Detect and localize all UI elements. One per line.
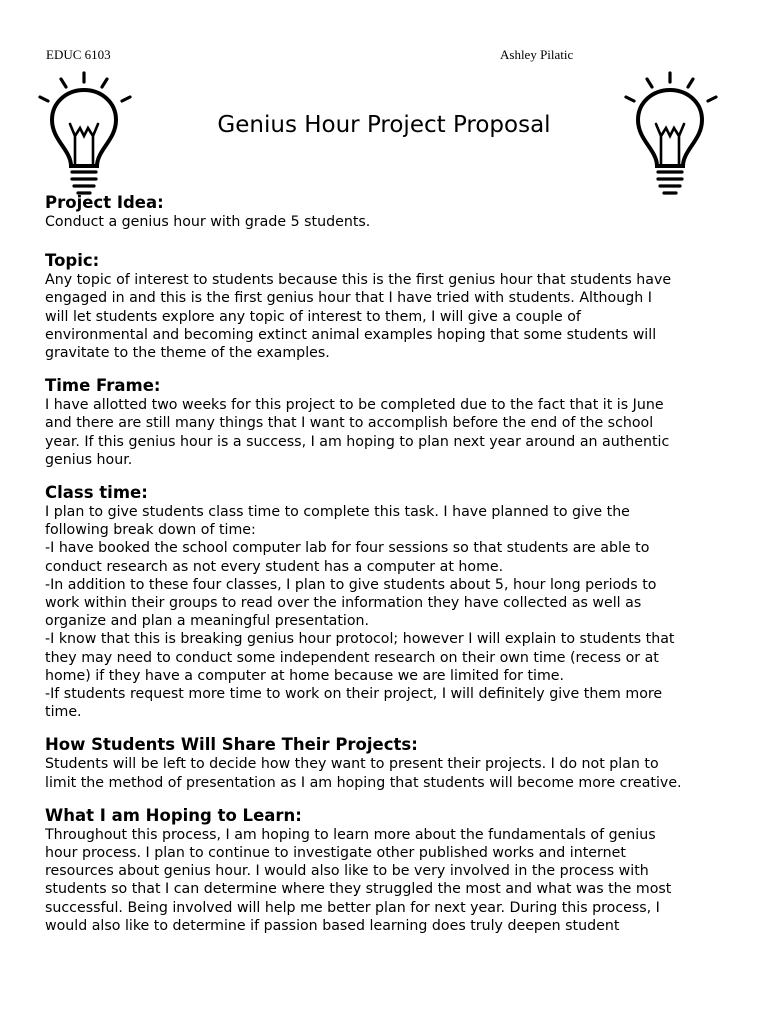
paragraph-line: I have allotted two weeks for this project to be completed due to the fact that it is June [45,397,664,414]
section-time-frame [45,376,735,469]
paragraph-line: they may need to conduct some independent research on their own time (recess or at [45,649,659,666]
paragraph-line: genius hour. [45,451,133,468]
paragraph-line: home) if they have a computer at home because we are limited for time. [45,667,565,684]
paragraph-line: resources about genius hour. I would also like to be very involved in the process with [45,863,649,880]
author-name: Ashley Pilatic [500,47,574,62]
paragraph-line: and there are still many things that I want to accomplish before the end of the school [45,415,654,432]
paragraph-line: hour process. I plan to continue to investigate other published works and internet [45,845,626,862]
paragraph-line: I plan to give students class time to complete this task. I have planned to give the [45,504,630,521]
paragraph-line: students so that I can determine where they struggled the most and what was the most [45,881,672,898]
paragraph-line: time. [45,704,82,721]
paragraph-line: -In addition to these four classes, I plan to give students about 5, hour long periods to [45,576,657,593]
paragraph-line: engaged in and this is the first genius hour that I have tried with students. Although I [45,290,652,307]
paragraph-line: work within their groups to read over the information they have collected as well as [45,595,642,612]
paragraph-line: will let students explore any topic of interest to them, I will give a couple of [45,308,581,325]
paragraph-line: following break down of time: [45,522,256,539]
paragraph-line: -I have booked the school computer lab for four sessions so that students are able to [45,540,650,557]
section-project-idea [45,193,735,231]
paragraph-line: environmental and becoming extinct animal examples hoping that some students will [45,326,657,343]
paragraph-line: -If students request more time to work on their project, I will definitely give them more [45,686,663,703]
section-sharing-projects [45,735,735,791]
paragraph-line: year. If this genius hour is a success, I am hoping to plan next year around an authentic [45,433,670,450]
section-heading: Project Idea: [45,193,164,212]
section-topic [45,251,735,362]
paragraph-line: Any topic of interest to students because this is the first genius hour that students have [45,272,672,289]
paragraph-line: Throughout this process, I am hoping to learn more about the fundamentals of genius [45,826,656,843]
paragraph-line: would also like to determine if passion based learning does truly deepen student [45,917,620,934]
paragraph-line: -I know that this is breaking genius hour protocol; however I will explain to students that [45,631,675,648]
section-heading: Time Frame: [45,376,161,396]
course-code: EDUC 6103 [46,47,111,62]
paragraph-line: limit the method of presentation as I am hoping that students will become more creative. [45,774,682,791]
paragraph-line: Conduct a genius hour with grade 5 students. [45,214,371,230]
paragraph-line: gravitate to the theme of the examples. [45,345,330,362]
document-title: Genius Hour Project Proposal [217,112,551,138]
paragraph-line: conduct research as not every student has a computer at home. [45,558,504,575]
paragraph-line: Students will be left to decide how they want to present their projects. I do not plan to [45,756,659,773]
section-class-time [45,483,735,721]
section-heading: What I am Hoping to Learn: [45,805,302,825]
document-body [45,193,735,949]
section-heading: Topic: [45,251,100,271]
paragraph-line: organize and plan a meaningful presentation. [45,613,370,630]
section-heading: How Students Will Share Their Projects: [45,735,418,755]
section-hoping-to-learn [45,806,735,935]
section-heading: Class time: [45,483,148,503]
paragraph-line: successful. Being involved will help me better plan for next year. During this process, I [45,899,660,916]
